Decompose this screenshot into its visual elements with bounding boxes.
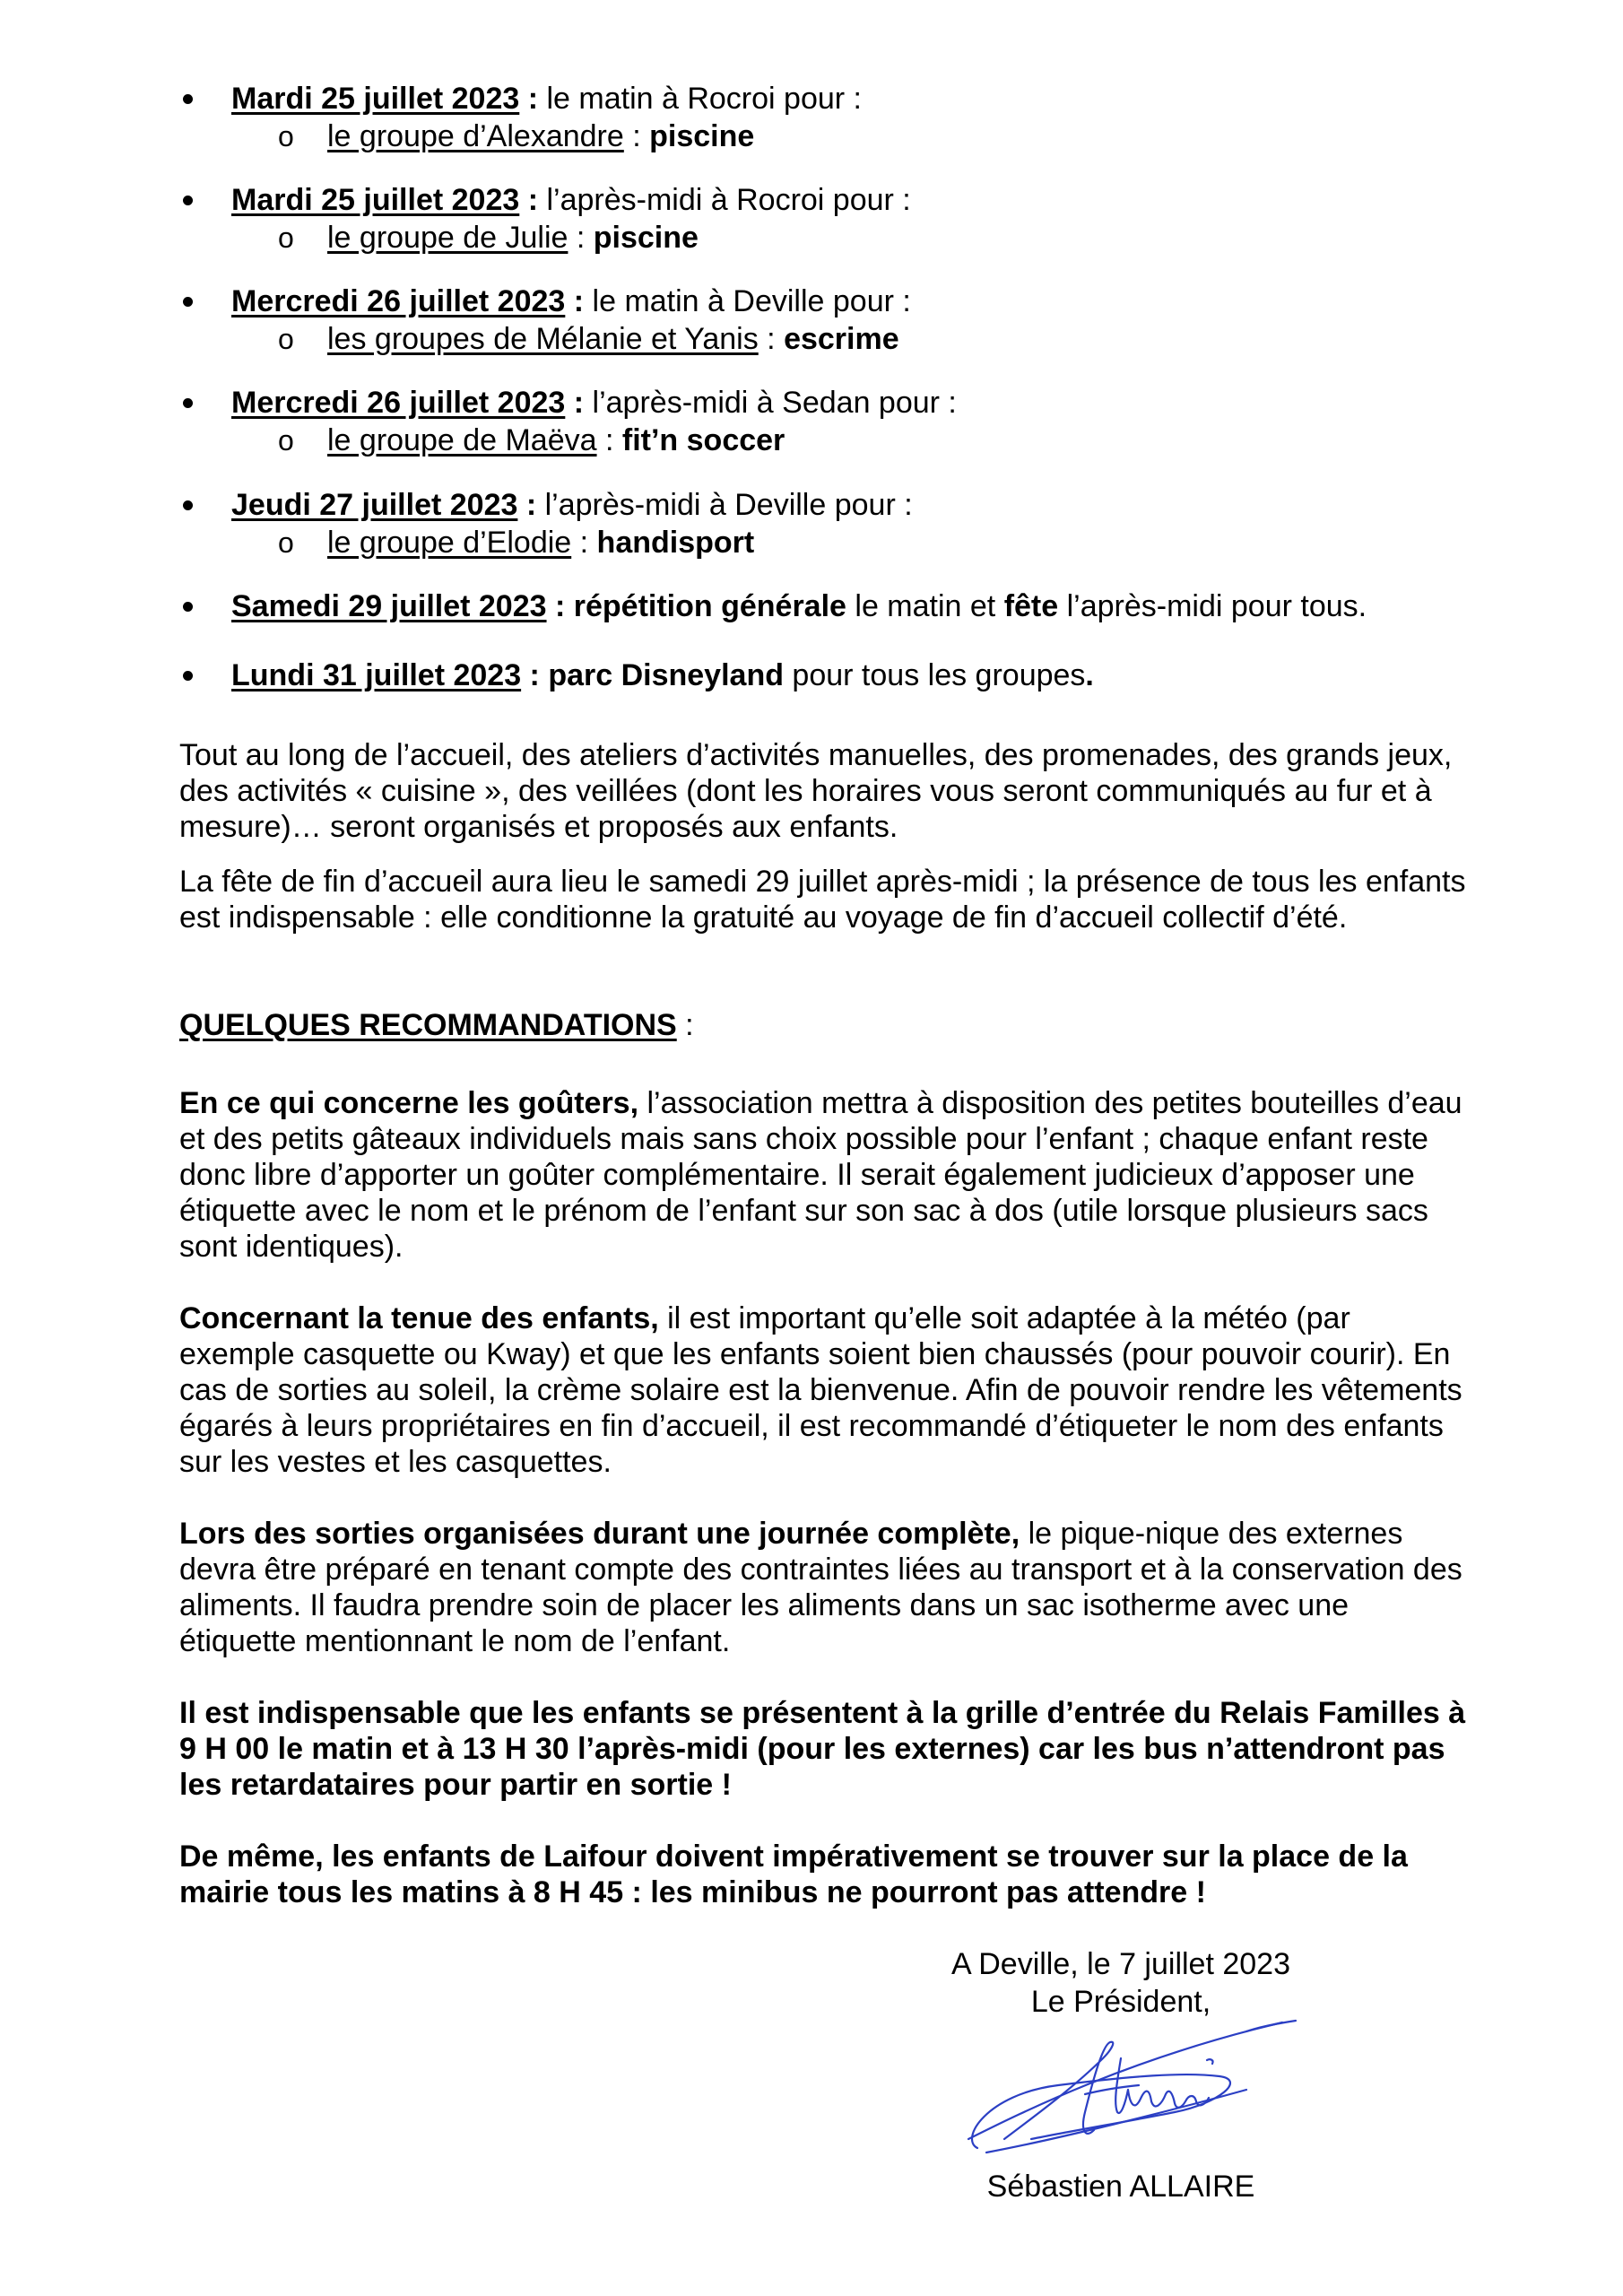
sub-bullet-icon: o — [278, 526, 294, 559]
recommendation-text: l’association mettra à disposition des petites bouteilles d’eau et des petits gâteaux individuels mais sans choix possible pour l’enfant ; chaque enfant reste donc libre d’apporter un goûter complémentaire. Il serait également judicieux d’apposer une étiquette avec le nom et le prénom de l’enfant sur son sac à dos (utile lorsque plusieurs sacs sont identiques). — [179, 1086, 1462, 1264]
schedule-detail: le matin à Rocroi pour : — [538, 82, 862, 116]
schedule-date: Jeudi 27 juillet 2023 — [231, 488, 518, 522]
signatory-role: Le Président, — [1030, 1985, 1211, 2019]
schedule-date: Mercredi 26 juillet 2023 — [231, 386, 566, 420]
warning-horaires: Il est indispensable que les enfants se présentent à la grille d’entrée du Relais Familles à 9 H 00 le matin et à 13 H 30 l’après-midi (pour les externes) car les bus n’attendront pas les retardataires pour partir en sortie ! — [179, 1696, 1466, 1802]
fete-paragraph: La fête de fin d’accueil aura lieu le samedi 29 juillet après-midi ; la présence de tous les enfants est indispensable : elle conditionne la gratuité au voyage de fin d’accueil collectif d’été. — [179, 865, 1466, 935]
schedule-date: Lundi 31 juillet 2023 — [231, 658, 522, 692]
letter-page: Mardi 25 juillet 2023 : le matin à Rocroi pour : o le groupe d’Alexandre : piscine Mardi 25 juillet 2023 : l’après-midi à Rocroi pour : o le groupe de Julie : piscine Mercredi 26 juillet 2023 : le matin à Deville pour : o les groupes de Mélanie et Yanis : escrime Mercredi 26 juillet 2023 : l’après-midi à Sedan pour : o le groupe de Maëva : fit’n soccer Jeudi 27 juillet 2023 : l’après-midi à Deville pour : o le groupe d’Elodie : handisport Samedi 29 juillet 2023 : répétition générale le matin et fête l’après-midi pour tous. Lundi 31 juillet 2023 : parc Disneyland pour tous les groupes. Tout au long de l’accueil, des ateliers d’activités manuelles, des promenades, des grands jeux, des activités « cuisine », des veillées (dont les horaires vous seront communiqués au fur et à mesure)… seront organisés et proposés aux enfants. La fête de fin d’accueil aura lieu le samedi 29 juillet après-midi ; la présence de tous les enfants est indispensable : elle conditionne la gratuité au voyage de fin d’accueil collectif d’été. QUELQUES RECOMMANDATIONS : En ce qui concerne les goûters, l’association mettra à disposition des petites bouteilles d’eau et des petits gâteaux individuels mais sans choix possible pour l’enfant ; chaque enfant reste donc libre d’apporter un goûter complémentaire. Il serait également judicieux d’apposer une étiquette avec le nom et le prénom de l’enfant sur son sac à dos (utile lorsque plusieurs sacs sont identiques). Concernant la tenue des enfants, il est important qu’elle soit adaptée à la météo (par exemple casquette ou Kway) et que les enfants soient bien chaussés (pour pouvoir courir). En cas de sorties au soleil, la crème solaire est la bienvenue. Afin de pouvoir rendre les vêtements égarés à leurs propriétaires en fin d’accueil, il est recommandé d’étiqueter le nom des enfants sur les vestes et les casquettes. Lors des sorties organisées durant une journée complète, le pique-nique des externes devra être préparé en tenant compte des contraintes liées au transport et à la conservation des aliments. Il faudra prendre soin de placer les aliments dans un sac isotherme avec une étiquette mentionnant le nom de l’enfant. Il est indispensable que les enfants se présentent à la grille d’entrée du Relais Familles à 9 H 00 le matin et à 13 H 30 l’après-midi (pour les externes) car les bus n’attendront pas les retardataires pour partir en sortie ! De même, les enfants de Laifour doivent impérativement se trouver sur la place de la mairie tous les matins à 8 H 45 : les minibus ne pourront pas attendre ! A Deville, le 7 juillet 2023 Le Président, Sébastien ALLAIRE — [0, 0, 1623, 2296]
schedule-group: le groupe de Maëva — [327, 423, 597, 457]
schedule-date: Samedi 29 juillet 2023 — [231, 589, 547, 623]
recommendation-lead: Concernant la tenue des enfants, — [179, 1301, 659, 1335]
schedule-group: le groupe d’Alexandre — [327, 119, 624, 153]
sub-bullet-icon: o — [278, 222, 294, 254]
schedule-activity: fit’n soccer — [621, 423, 785, 457]
schedule-group: le groupe d’Elodie — [327, 526, 572, 560]
schedule-activity: handisport — [596, 526, 755, 560]
schedule-detail: l’après-midi à Deville pour : — [536, 488, 913, 522]
recommendation-sorties — [179, 1516, 1471, 1659]
recommendation-tenue — [179, 1300, 1471, 1480]
recommendation-lead: En ce qui concerne les goûters, — [179, 1086, 639, 1120]
recommendation-gouters — [179, 1085, 1471, 1265]
schedule-group: les groupes de Mélanie et Yanis — [327, 322, 759, 356]
schedule-date: Mardi 25 juillet 2023 — [231, 183, 520, 217]
schedule-detail: le matin à Deville pour : — [584, 284, 911, 318]
recommendation-lead: Lors des sorties organisées durant une journée complète, — [179, 1517, 1020, 1551]
recommendation-text: le pique-nique des externes devra être préparé en tenant compte des contraintes liées au transport et à la conservation des aliments. Il faudra prendre soin de placer les aliments dans un sac isotherme avec une étiquette mentionnant le nom de l’enfant. — [179, 1517, 1462, 1658]
sub-bullet-icon: o — [278, 323, 294, 355]
schedule-activity: piscine — [593, 221, 699, 255]
recommendation-text: il est important qu’elle soit adaptée à la météo (par exemple casquette ou Kway) et que les enfants soient bien chaussés (pour pouvoir courir). En cas de sorties au soleil, la crème solaire est la bienvenue. Afin de pouvoir rendre les vêtements égarés à leurs propriétaires en fin d’accueil, il est recommandé d’étiqueter le nom des enfants sur les vestes et les casquettes. — [179, 1301, 1462, 1479]
place-date: A Deville, le 7 juillet 2023 — [950, 1947, 1290, 1981]
sub-bullet-icon: o — [278, 120, 294, 152]
sub-bullet-icon: o — [278, 424, 294, 457]
warning-laifour: De même, les enfants de Laifour doivent impérativement se trouver sur la place de la mairie tous les matins à 8 H 45 : les minibus ne pourront pas attendre ! — [179, 1839, 1408, 1909]
schedule-date: Mercredi 26 juillet 2023 — [231, 284, 566, 318]
handwritten-signature — [950, 2005, 1309, 2166]
activities-paragraph: Tout au long de l’accueil, des ateliers d’activités manuelles, des promenades, des grands jeux, des activités « cuisine », des veillées (dont les horaires vous seront communiqués au fur et à mesure)… seront organisés et proposés aux enfants. — [179, 738, 1453, 844]
schedule-group: le groupe de Julie — [327, 221, 568, 255]
schedule-detail: l’après-midi à Rocroi pour : — [538, 183, 911, 217]
schedule-activity: piscine — [649, 119, 755, 153]
signatory-name: Sébastien ALLAIRE — [986, 2170, 1255, 2204]
recommendations-heading: QUELQUES RECOMMANDATIONS : — [179, 1008, 694, 1042]
schedule-detail: l’après-midi à Sedan pour : — [584, 386, 957, 420]
schedule-date: Mardi 25 juillet 2023 — [231, 82, 520, 116]
schedule-activity: escrime — [784, 322, 899, 356]
